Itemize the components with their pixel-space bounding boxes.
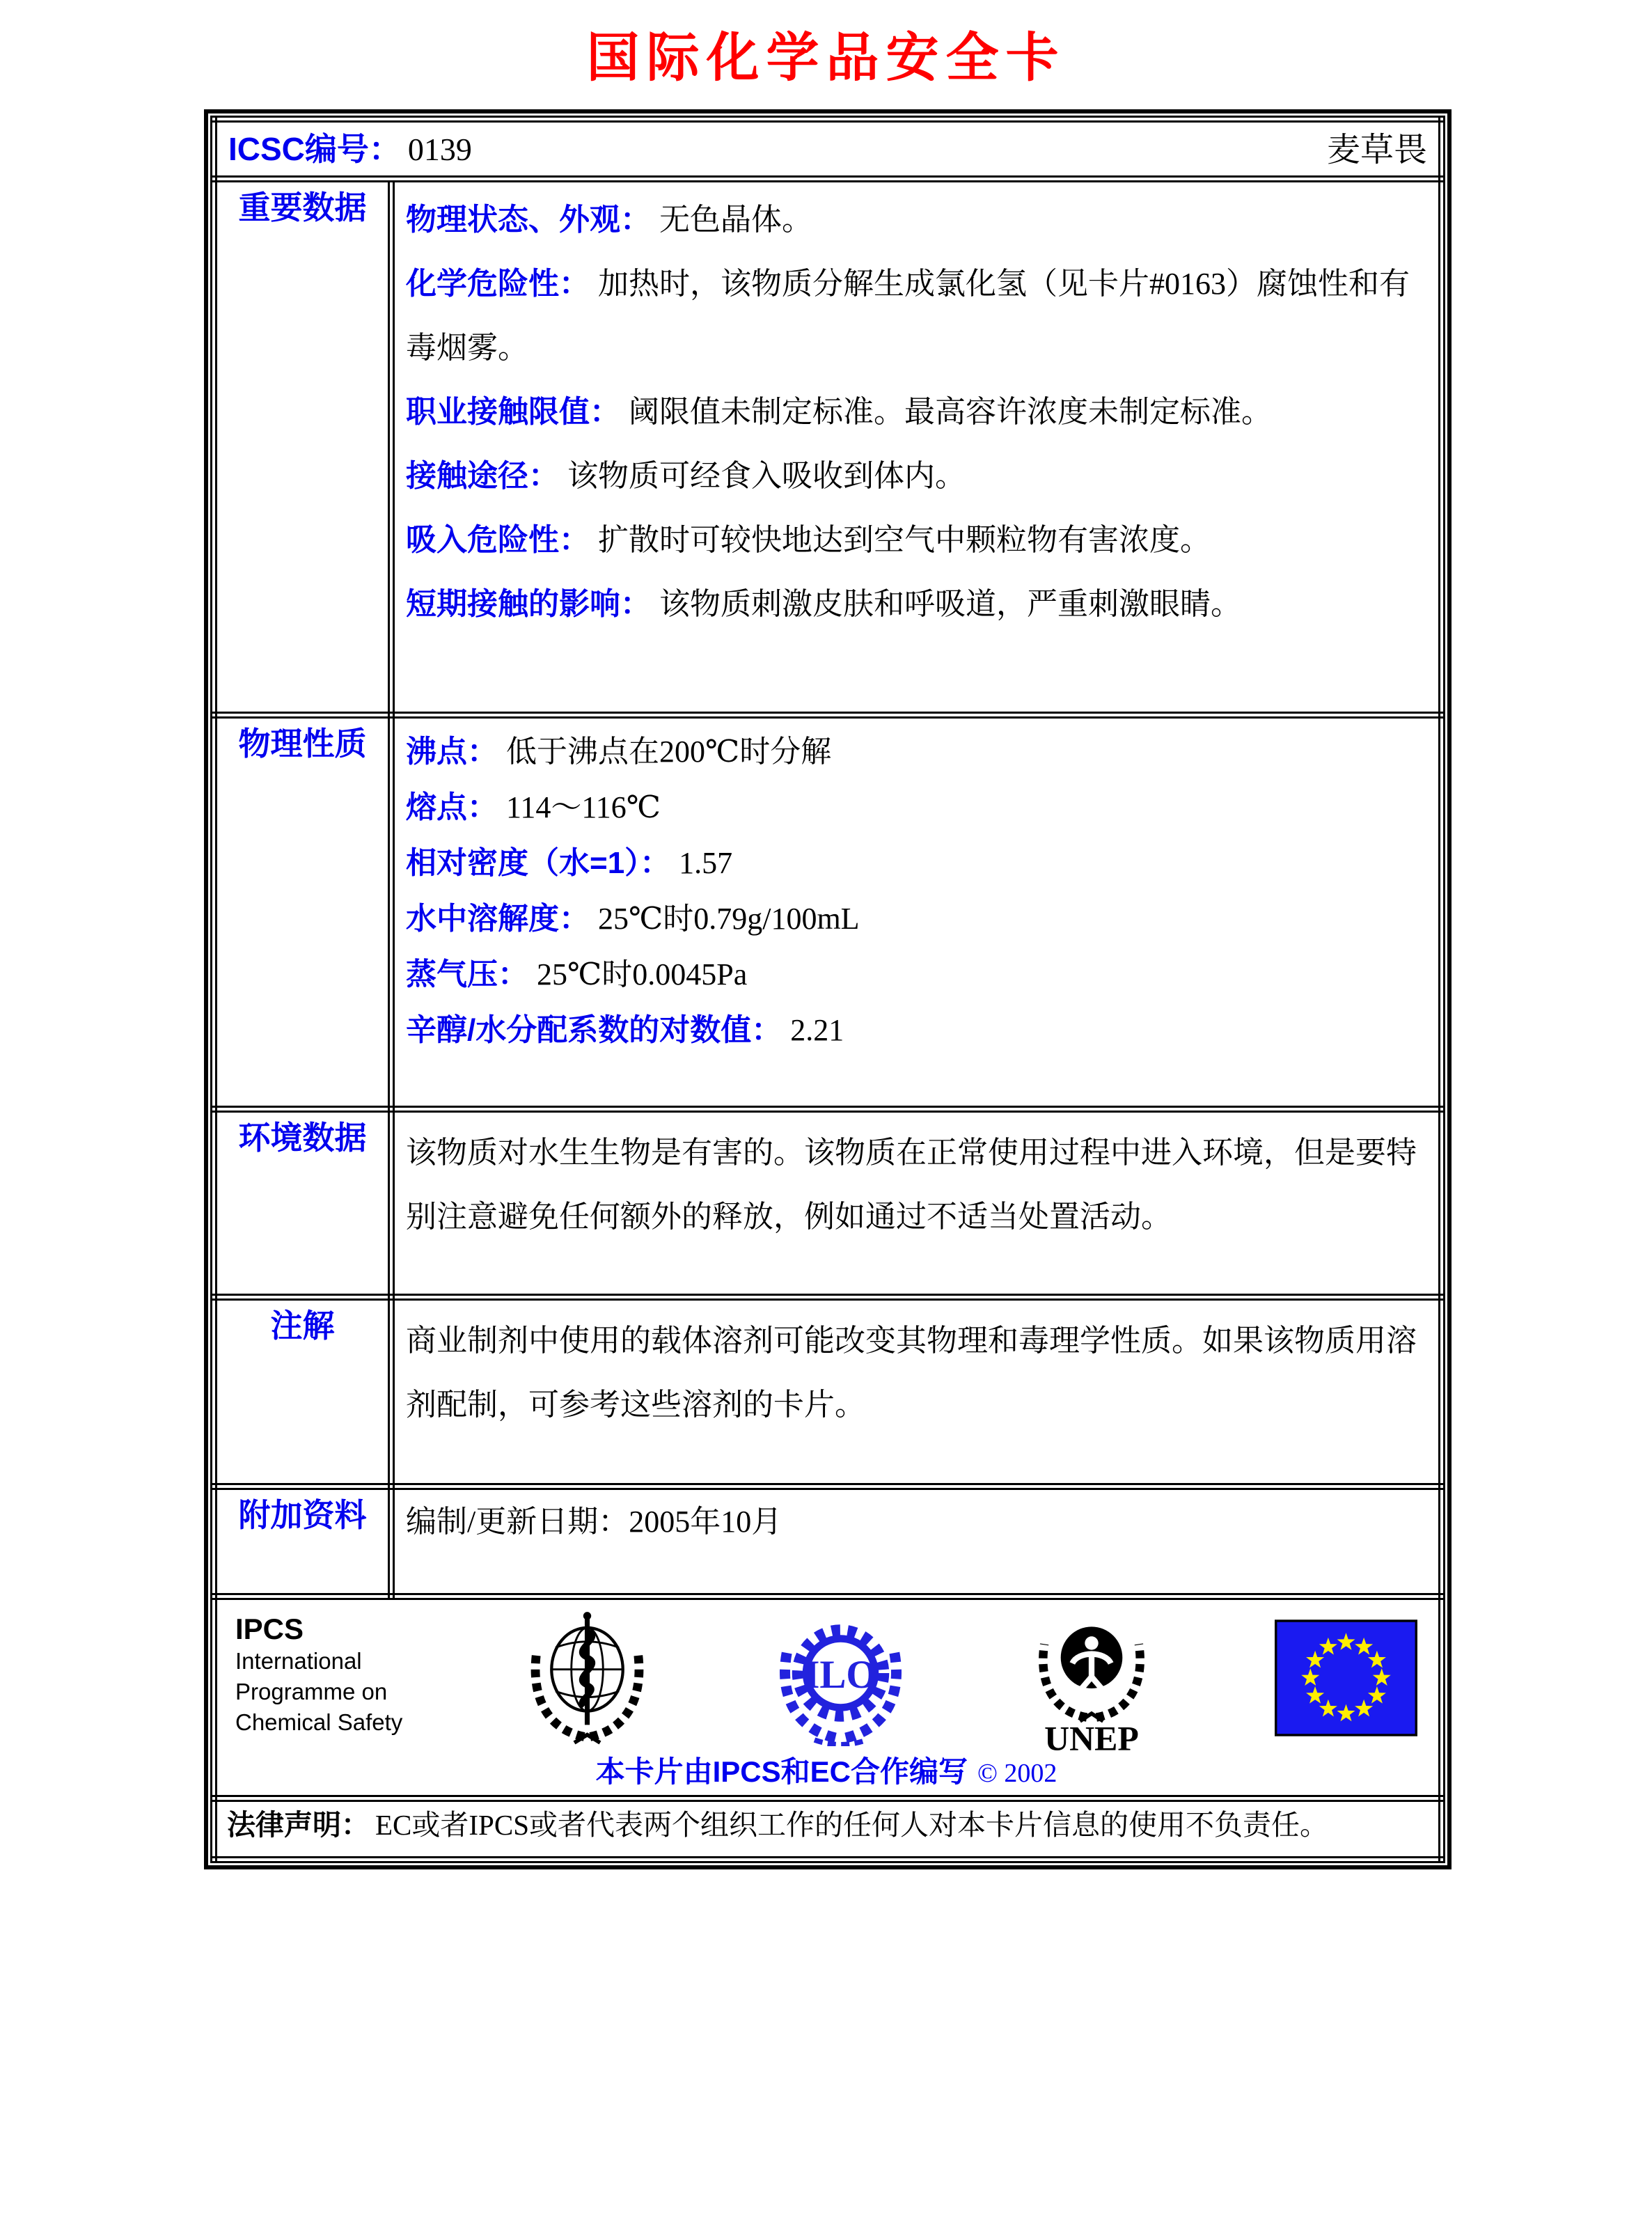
icsc-number-label: ICSC编号：: [228, 130, 401, 167]
logos-cell: [214, 1597, 1442, 1798]
svg-text:ILO: ILO: [803, 1652, 877, 1697]
legal-row: [214, 1798, 1442, 1860]
who-emblem-icon: [523, 1607, 652, 1750]
field-boiling-point: [406, 724, 1426, 780]
field-label: 蒸气压：: [406, 957, 528, 991]
field-label: 物理状态、外观：: [406, 203, 651, 237]
field-melting-point: [406, 780, 1426, 836]
field-value: 1.57: [679, 846, 733, 880]
section-label-additional-info: 附加资料: [214, 1486, 391, 1597]
environmental-data-content: [391, 1109, 1442, 1297]
ipcs-acronym: IPCS: [235, 1613, 304, 1645]
caption-text: 本卡片由IPCS和EC合作编写: [595, 1755, 968, 1788]
caption-year: © 2002: [977, 1759, 1057, 1788]
environmental-data-row: [214, 1109, 1442, 1297]
field-inhalation-risk: [406, 508, 1426, 572]
field-relative-density: [406, 836, 1426, 891]
field-label: 辛醇/水分配系数的对数值：: [406, 1013, 782, 1047]
field-value: 加热时，该物质分解生成氯化氢（见卡片#0163）腐蚀性和有毒烟雾。: [406, 267, 1410, 365]
field-vapor-pressure: [406, 947, 1426, 1003]
legal-text: EC或者IPCS或者代表两个组织工作的任何人对本卡片信息的使用不负责任。: [375, 1809, 1328, 1841]
field-value: 2.21: [790, 1013, 844, 1047]
page-title: 国际化学品安全卡: [586, 29, 1066, 88]
section-label-physical-properties: 物理性质: [214, 715, 391, 1109]
field-label: 编制/更新日期：: [406, 1505, 629, 1539]
field-value: 该物质刺激皮肤和呼吸道，严重刺激眼睛。: [659, 587, 1241, 621]
field-label: 短期接触的影响：: [406, 587, 651, 621]
field-label: 吸入危险性：: [406, 523, 590, 557]
field-label: 职业接触限值：: [406, 395, 620, 429]
field-chemical-danger: [406, 252, 1426, 380]
ipcs-text-block: [235, 1608, 402, 1738]
header-cell: [214, 119, 1442, 179]
environmental-data-text: 该物质对水生生物是有害的。该物质在正常使用过程中进入环境，但是要特别注意避免任何额外的释放，例如通过不适当处置活动。: [406, 1136, 1417, 1234]
field-value: 无色晶体。: [659, 203, 812, 237]
chemical-name: 麦草畏: [1326, 132, 1427, 168]
important-data-row: [214, 179, 1442, 715]
field-label: 相对密度（水=1）：: [406, 846, 671, 880]
field-label: 沸点：: [406, 735, 498, 769]
ipcs-line1: International: [235, 1648, 362, 1674]
unep-emblem-icon: [1029, 1603, 1154, 1753]
icsc-table: [210, 116, 1445, 1863]
header-row: [214, 119, 1442, 179]
logos-row: [214, 1597, 1442, 1798]
physical-properties-content: [391, 715, 1442, 1109]
important-data-content: [391, 179, 1442, 715]
icsc-card: [204, 109, 1452, 1869]
field-occupational-limits: [406, 380, 1426, 444]
notes-text: 商业制剂中使用的载体溶剂可能改变其物理和毒理学性质。如果该物质用溶剂配制，可参考这些溶剂的卡片。: [406, 1324, 1417, 1422]
additional-info-row: [214, 1486, 1442, 1597]
field-value: 25℃时0.0045Pa: [537, 957, 748, 991]
additional-info-content: [391, 1486, 1442, 1597]
field-exposure-routes: [406, 444, 1426, 508]
legal-cell: [214, 1798, 1442, 1860]
ipcs-line2: Programme on: [235, 1679, 388, 1704]
field-value: 2005年10月: [629, 1505, 782, 1539]
field-short-term-effects: [406, 572, 1426, 636]
field-value: 阈限值未制定标准。最高容许浓度未制定标准。: [629, 395, 1272, 429]
field-value: 低于沸点在200℃时分解: [506, 735, 832, 769]
field-water-solubility: [406, 891, 1426, 947]
section-label-environmental-data: 环境数据: [214, 1109, 391, 1297]
notes-content: [391, 1297, 1442, 1486]
legal-label: 法律声明：: [227, 1809, 370, 1841]
icsc-number-group: [228, 124, 472, 170]
field-value: 该物质可经食入吸收到体内。: [567, 459, 966, 493]
icsc-number-value: 0139: [407, 131, 472, 167]
field-update-date: [406, 1496, 1426, 1544]
eu-flag-icon: [1275, 1619, 1417, 1736]
field-octanol-water: [406, 1003, 1426, 1058]
field-label: 接触途径：: [406, 459, 559, 493]
field-value: 114～116℃: [506, 790, 661, 824]
section-label-important-data: 重要数据: [214, 179, 391, 715]
field-physical-state: [406, 188, 1426, 252]
field-value: 25℃时0.79g/100mL: [598, 902, 860, 936]
physical-properties-row: [214, 715, 1442, 1109]
notes-row: [214, 1297, 1442, 1486]
field-label: 化学危险性：: [406, 267, 590, 301]
section-label-notes: 注解: [214, 1297, 391, 1486]
ilo-emblem-icon: [773, 1610, 908, 1746]
field-label: 水中溶解度：: [406, 902, 590, 936]
card-caption: [235, 1749, 1417, 1791]
svg-text:UNEP: UNEP: [1044, 1719, 1139, 1753]
unep-emblem-block: [1029, 1603, 1154, 1753]
field-label: 熔点：: [406, 790, 498, 824]
field-value: 扩散时可较快地达到空气中颗粒物有害浓度。: [598, 523, 1211, 557]
ipcs-line3: Chemical Safety: [235, 1709, 403, 1735]
